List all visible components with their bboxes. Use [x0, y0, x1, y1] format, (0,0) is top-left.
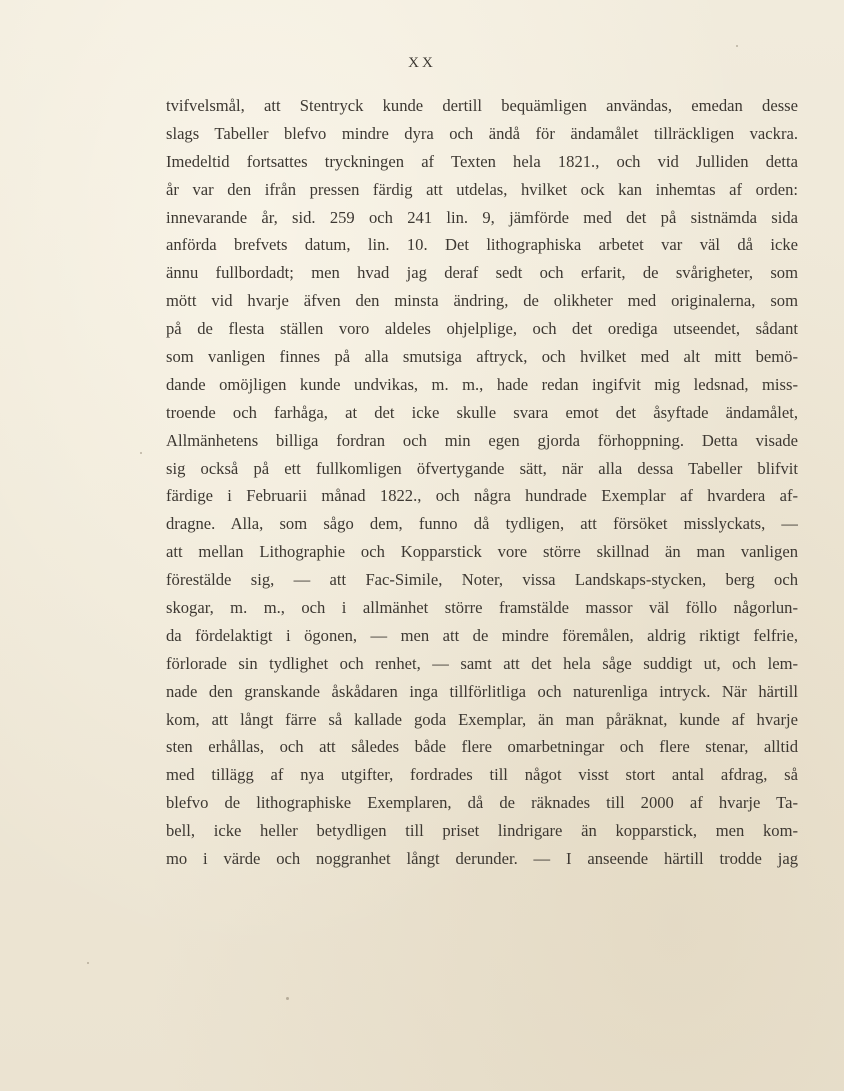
text-line: nade den granskande åskådaren inga tillförlitliga och naturenliga intryck. När härtill [166, 681, 798, 701]
text-line: ännu fullbordadt; men hvad jag deraf sedt och erfarit, de svårigheter, som [166, 263, 798, 283]
text-line: innevarande år, sid. 259 och 241 lin. 9, jämförde med det på sistnämda sida [166, 207, 798, 227]
text-line: da fördelaktigt i ögonen, — men att de mindre föremålen, aldrig riktigt felfrie, [166, 625, 798, 645]
body-text [166, 92, 798, 873]
text-line: förlorade sin tydlighet och renhet, — samt att det hela såge suddigt ut, och lem- [166, 653, 798, 673]
text-line: skogar, m. m., och i allmänhet större framstälde massor väl föllo någorlun- [166, 598, 798, 618]
paper-speck [286, 997, 289, 1000]
text-line: sig också på ett fullkomligen öfvertygande sätt, när alla dessa Tabeller blifvit [166, 458, 798, 478]
text-line: mo i värde och noggranhet långt derunder. — I anseende härtill trodde jag [166, 849, 798, 869]
text-line: år var den ifrån pressen färdig att utdelas, hvilket ock kan inhemtas af orden: [166, 179, 798, 199]
text-line: på de flesta ställen voro aldeles ohjelplige, och det orediga utseendet, sådant [166, 319, 798, 339]
text-line: tvifvelsmål, att Stentryck kunde dertill bequämligen användas, emedan desse [166, 96, 798, 115]
text-line: sten erhållas, och att således både flere omarbetningar och flere stenar, alltid [166, 737, 798, 757]
text-line: att mellan Lithographie och Kopparstick vore större skillnad än man vanligen [166, 542, 798, 562]
text-line: slags Tabeller blefvo mindre dyra och ändå för ändamålet tillräckligen vackra. [166, 123, 798, 143]
paper-speck [736, 45, 738, 47]
text-line: som vanligen finnes på alla smutsiga aftryck, och hvilket med alt mitt bemö- [166, 347, 798, 367]
text-line: Allmänhetens billiga fordran och min egen gjorda förhoppning. Detta visade [166, 430, 798, 450]
text-line: med tillägg af nya utgifter, fordrades till något visst stort antal afdrag, så [166, 765, 798, 785]
text-line: kom, att långt färre så kallade goda Exemplar, än man påräknat, kunde af hvarje [166, 709, 798, 729]
page-number: XX [408, 55, 436, 71]
paper-speck [87, 962, 89, 964]
text-line: mött vid hvarje äfven den minsta ändring, de olikheter med originalerna, som [166, 291, 798, 311]
text-line: färdige i Februarii månad 1822., och några hundrade Exemplar af hvardera af- [166, 486, 798, 506]
text-line: blefvo de lithographiske Exemplaren, då de räknades till 2000 af hvarje Ta- [166, 793, 798, 813]
paper-speck [140, 452, 142, 454]
text-line: bell, icke heller betydligen till priset lindrigare än kopparstick, men kom- [166, 821, 798, 841]
text-line: förestälde sig, — att Fac-Simile, Noter, vissa Landskaps-stycken, berg och [166, 570, 798, 590]
text-line: anförda brefvets datum, lin. 10. Det lithographiska arbetet var väl då icke [166, 235, 798, 255]
text-line: troende och farhåga, at det icke skulle svara emot det åsyftade ändamålet, [166, 402, 798, 422]
text-line: dande omöjligen kunde undvikas, m. m., hade redan ingifvit mig ledsnad, miss- [166, 374, 798, 394]
text-line: dragne. Alla, som sågo dem, funno då tydligen, att försöket misslyckats, — [166, 514, 798, 534]
text-line: Imedeltid fortsattes tryckningen af Texten hela 1821., och vid Julliden detta [166, 151, 798, 171]
